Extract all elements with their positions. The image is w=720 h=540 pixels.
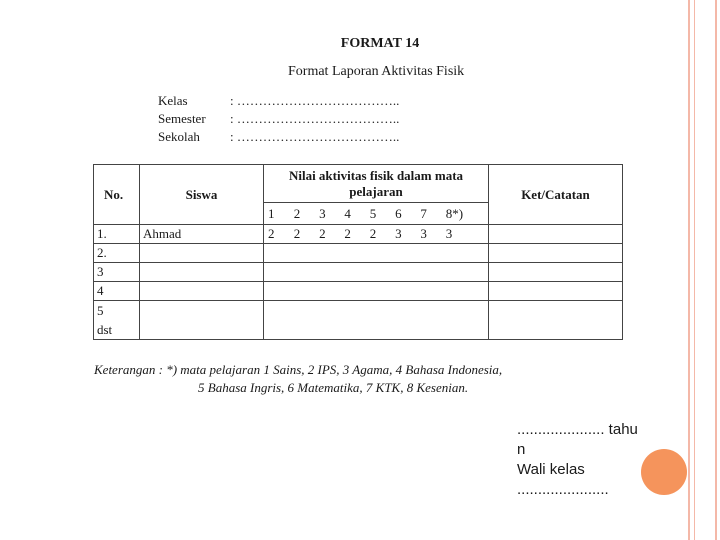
row-scores [264,301,489,340]
note-line: 5 Bahasa Ingris, 6 Matematika, 7 KTK, 8 Kesenian. [198,380,469,395]
header-siswa: Siswa [140,165,264,225]
row-ket [489,225,623,244]
sign-date-line-wrap: n [517,441,526,458]
row-ket [489,244,623,263]
row-scores [264,244,489,263]
row-siswa [140,244,264,263]
score-cell: 3 [416,225,441,244]
subject-number: 8*) [442,203,489,225]
row-no-line: dst [97,322,113,337]
subject-number: 4 [340,203,365,225]
info-block [158,92,399,146]
info-value: : ……………………………….. [230,111,400,126]
row-no: 2. [94,244,140,263]
subject-number: 5 [366,203,391,225]
table-row [94,225,623,244]
format-title: FORMAT 14 [340,36,420,51]
row-siswa [140,282,264,301]
row-ket [489,301,623,340]
info-label: Semester [158,111,206,126]
info-row-kelas [158,92,399,110]
table-note [94,361,502,397]
score-cell: 3 [442,225,489,244]
table-row [94,263,623,282]
row-scores [264,263,489,282]
row-no: 1. [94,225,140,244]
subject-number: 6 [391,203,416,225]
header-no: No. [94,165,140,225]
table-header-row [94,165,623,203]
score-cell: 2 [315,225,340,244]
info-label: Kelas [158,93,188,108]
header-nilai: Nilai aktivitas fisik dalam mata pelajaran [264,165,489,203]
decorative-border-line [688,0,690,540]
row-no-line: 5 [97,303,104,318]
score-cell: 2 [366,225,391,244]
sign-role: Wali kelas [517,461,585,478]
row-no: 4 [94,282,140,301]
decorative-border-line [694,0,695,540]
subject-number: 1 [264,203,290,225]
info-row-semester [158,110,399,128]
note-line: Keterangan : *) mata pelajaran 1 Sains, 2 IPS, 3 Agama, 4 Bahasa Indonesia, [94,362,503,377]
row-no [94,301,140,340]
row-scores [264,282,489,301]
score-cell: 2 [290,225,315,244]
row-siswa: Ahmad [140,225,264,244]
row-no: 3 [94,263,140,282]
info-value: : ……………………………….. [230,93,400,108]
info-label: Sekolah [158,129,200,144]
subject-number: 7 [416,203,441,225]
row-ket [489,282,623,301]
table-row [94,244,623,263]
score-cell: 2 [340,225,365,244]
row-ket [489,263,623,282]
activity-report-table [93,164,623,340]
row-siswa [140,301,264,340]
subject-number: 3 [315,203,340,225]
score-cell: 3 [391,225,416,244]
table-row [94,282,623,301]
sign-name-line: ...................... [517,481,609,498]
table-row [94,301,623,340]
row-siswa [140,263,264,282]
sign-date-line: ..................... tahu [517,421,638,438]
info-value: : ……………………………….. [230,129,400,144]
decorative-border-line [715,0,717,540]
document-subtitle: Format Laporan Aktivitas Fisik [288,64,465,79]
info-row-sekolah [158,128,399,146]
subject-number: 2 [290,203,315,225]
header-ket: Ket/Catatan [489,165,623,225]
decorative-circle [641,449,687,495]
score-cell: 2 [264,225,290,244]
